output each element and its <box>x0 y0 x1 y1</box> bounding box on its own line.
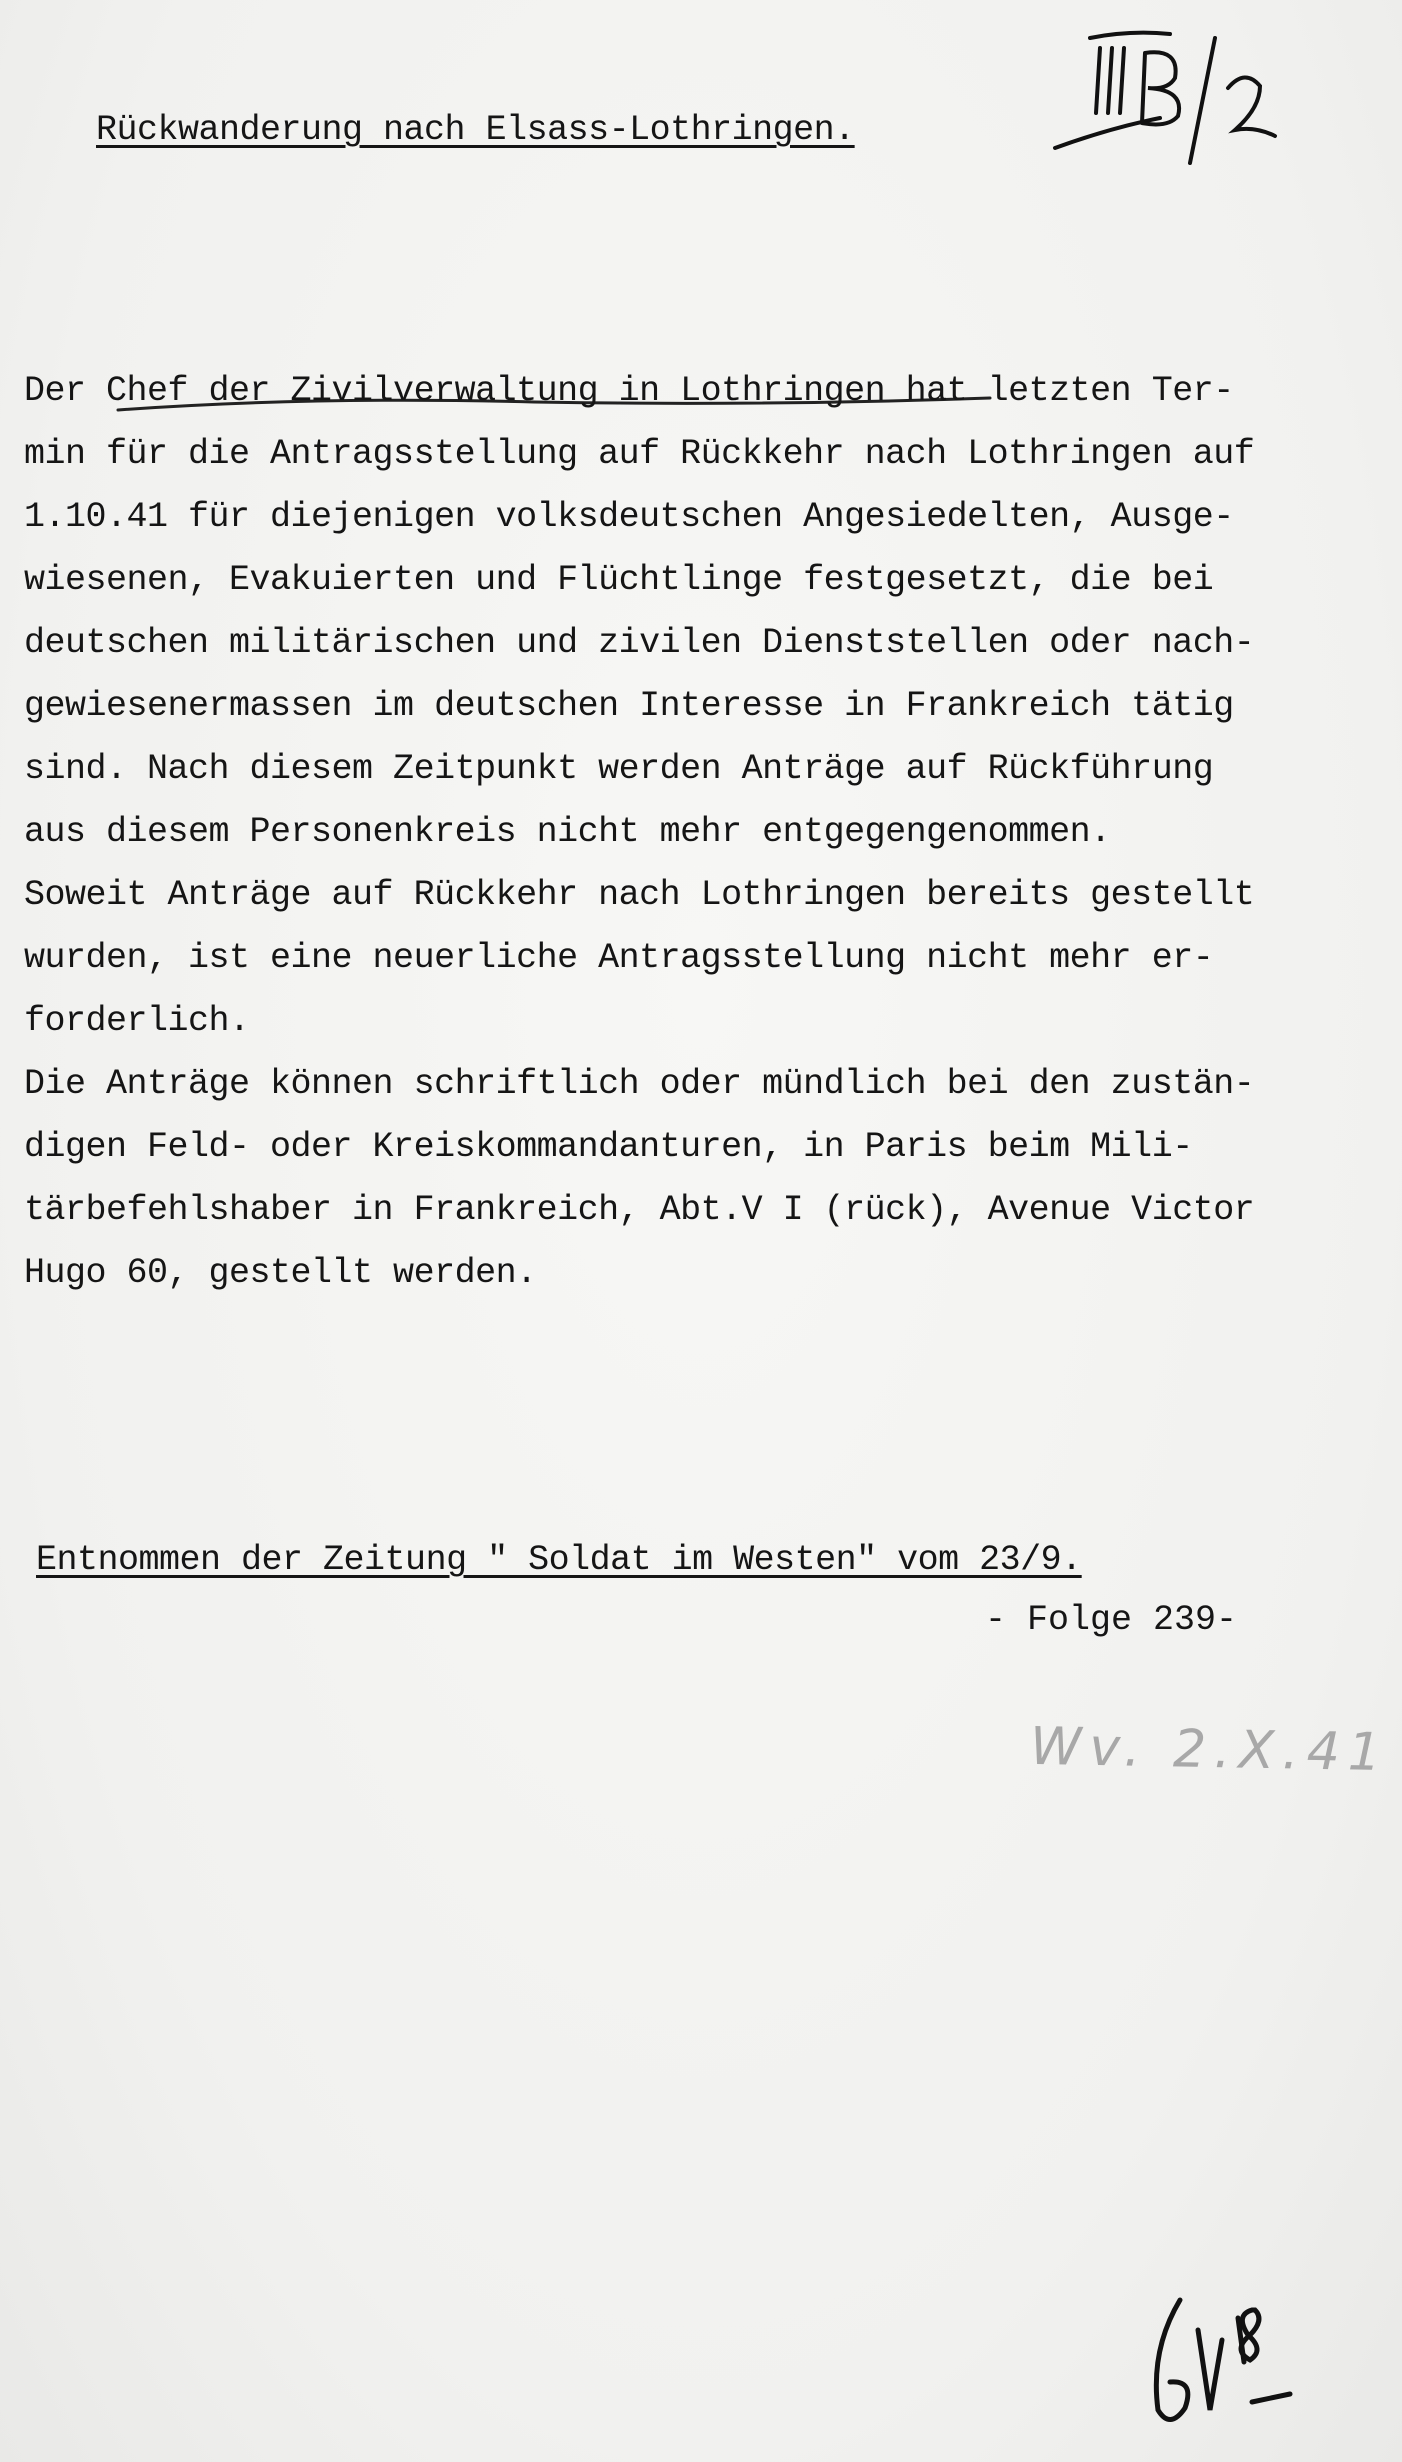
body-line: deutschen militärischen und zivilen Dienststellen oder nach- <box>24 623 1255 663</box>
body-paragraph <box>24 360 1384 1305</box>
document-title: Rückwanderung nach Elsass-Lothringen. <box>96 110 855 150</box>
body-line: wiesenen, Evakuierten und Flüchtlinge festgesetzt, die bei <box>24 560 1214 600</box>
body-line: Soweit Anträge auf Rückkehr nach Lothringen bereits gestellt <box>24 875 1255 915</box>
body-line: gewiesenermassen im deutschen Interesse in Frankreich tätig <box>24 686 1234 726</box>
body-line: 1.10.41 für diejenigen volksdeutschen Angesiedelten, Ausge- <box>24 497 1234 537</box>
body-line: wurden, ist eine neuerliche Antragsstellung nicht mehr er- <box>24 938 1214 978</box>
body-line: digen Feld- oder Kreiskommandanturen, in Paris beim Mili- <box>24 1127 1193 1167</box>
body-line: forderlich. <box>24 1001 250 1041</box>
file-mark-handwritten <box>1050 18 1290 168</box>
file-mark-text: III B/2 <box>1050 18 1053 19</box>
body-line: aus diesem Personenkreis nicht mehr entgegengenommen. <box>24 812 1111 852</box>
folio-number-handwritten <box>1140 2290 1320 2440</box>
body-line: tärbefehlshaber in Frankreich, Abt.V I (rück), Avenue Victor <box>24 1190 1255 1230</box>
pencil-date-annotation: Wv. 2.X.41 <box>1029 1716 1390 1784</box>
body-line: Hugo 60, gestellt werden. <box>24 1253 537 1293</box>
folio-number-text: 618 <box>1140 2290 1142 2291</box>
body-line: min für die Antragsstellung auf Rückkehr nach Lothringen auf <box>24 434 1255 474</box>
source-citation: Entnommen der Zeitung " Soldat im Westen" vom 23/9. <box>36 1540 1082 1580</box>
issue-number: - Folge 239- <box>985 1600 1238 1640</box>
body-line: sind. Nach diesem Zeitpunkt werden Anträge auf Rückführung <box>24 749 1214 789</box>
body-line: Der Chef der Zivilverwaltung in Lothringen hat letzten Ter- <box>24 371 1234 411</box>
body-line: Die Anträge können schriftlich oder mündlich bei den zustän- <box>24 1064 1255 1104</box>
